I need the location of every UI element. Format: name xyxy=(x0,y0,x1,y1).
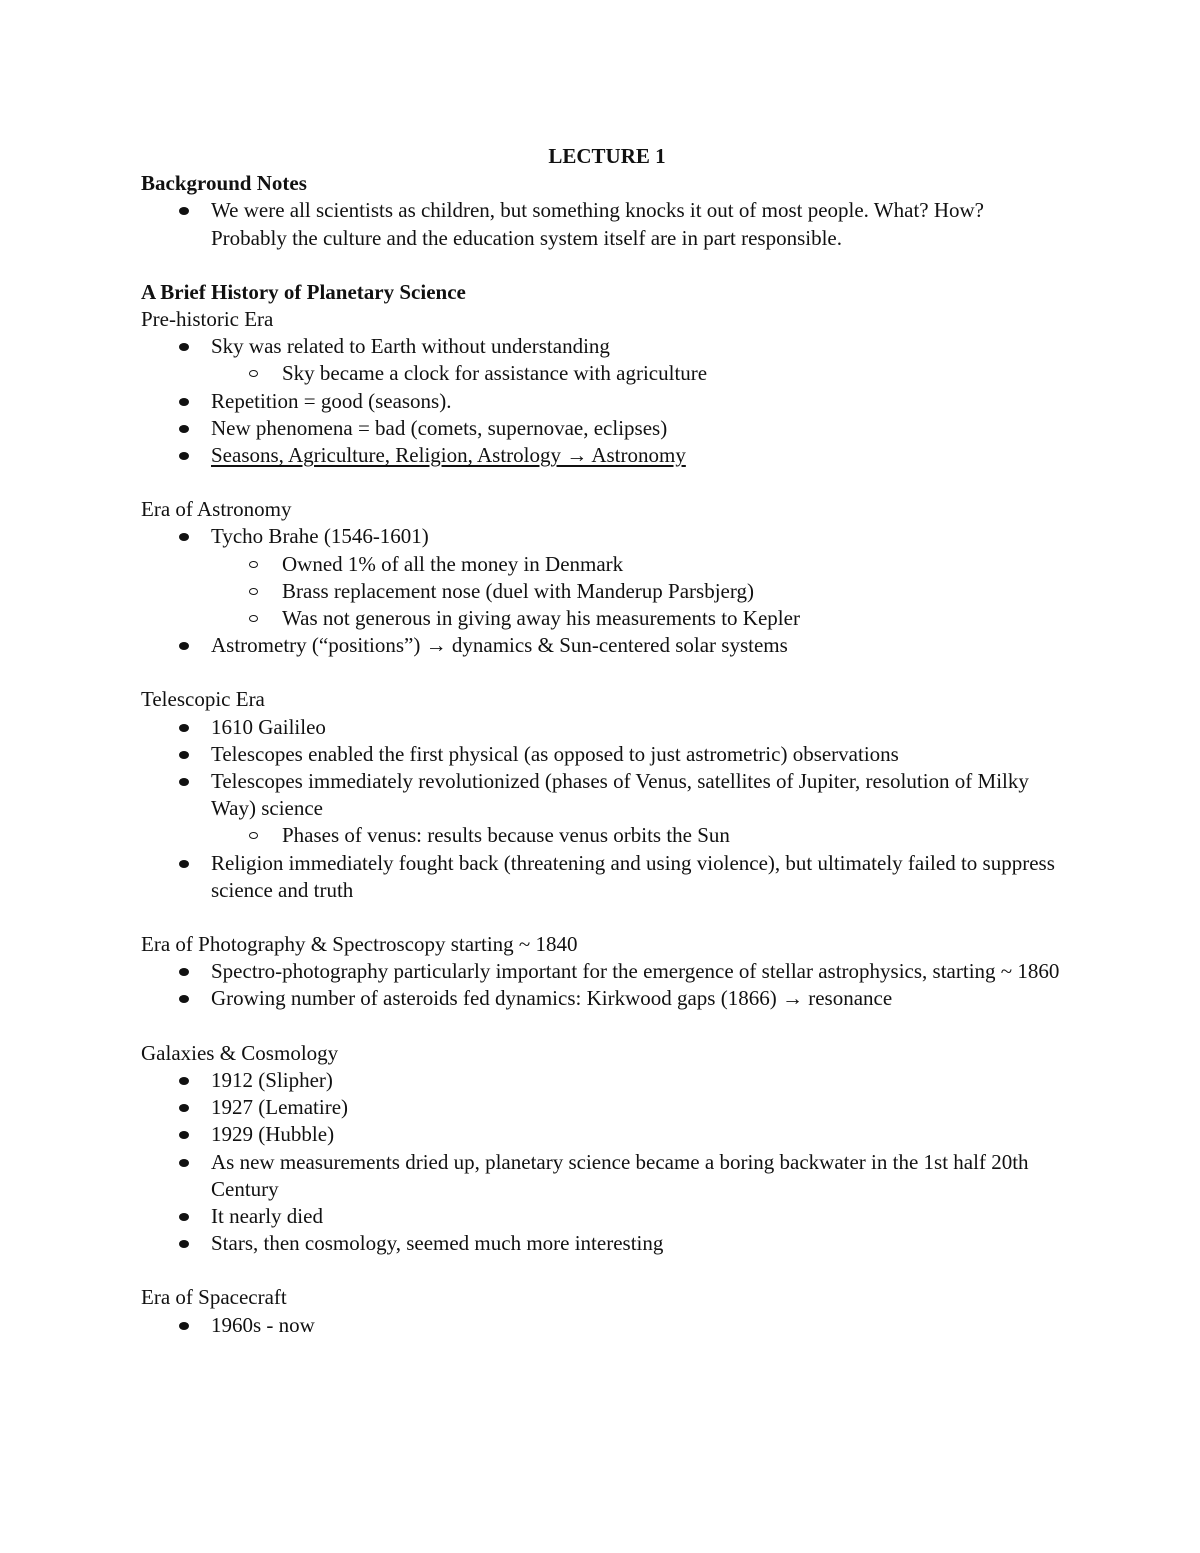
prehistoric-list xyxy=(141,333,1061,469)
list-item: Seasons, Agriculture, Religion, Astrology → Astronomy xyxy=(141,442,1061,469)
astronomy-heading: Era of Astronomy xyxy=(141,497,292,522)
sub-list-item: Was not generous in giving away his measurements to Kepler xyxy=(141,605,1061,632)
list-item: 1912 (Slipher) xyxy=(141,1067,1061,1094)
bullet-icon xyxy=(179,398,189,406)
galaxies-list xyxy=(141,1067,1061,1257)
sub-list-item: Phases of venus: results because venus orbits the Sun xyxy=(141,822,1061,849)
bullet-icon xyxy=(179,1240,189,1248)
circle-bullet-icon xyxy=(249,370,258,377)
list-item: Telescopes enabled the first physical (as opposed to just astrometric) observations xyxy=(141,741,1061,768)
bullet-icon xyxy=(179,343,189,351)
galaxies-heading: Galaxies & Cosmology xyxy=(141,1040,339,1065)
list-item: 1960s - now xyxy=(141,1312,1061,1339)
bullet-icon xyxy=(179,207,189,215)
list-item: New phenomena = bad (comets, supernovae, eclipses) xyxy=(141,415,1061,442)
circle-bullet-icon xyxy=(249,615,258,622)
circle-bullet-icon xyxy=(249,561,258,568)
spacecraft-heading: Era of Spacecraft xyxy=(141,1285,287,1310)
list-item: Religion immediately fought back (threatening and using violence), but ultimately failed to suppress science and truth xyxy=(141,850,1061,904)
bullet-icon xyxy=(179,1322,189,1330)
list-item: Telescopes immediately revolutionized (phases of Venus, satellites of Jupiter, resolution of Milky Way) science xyxy=(141,768,1061,822)
astronomy-list xyxy=(141,523,1061,659)
bullet-icon xyxy=(179,860,189,868)
list-item: Repetition = good (seasons). xyxy=(141,388,1061,415)
telescopic-heading: Telescopic Era xyxy=(141,687,265,712)
bullet-icon xyxy=(179,642,189,650)
bullet-icon xyxy=(179,1213,189,1221)
bullet-icon xyxy=(179,1131,189,1139)
circle-bullet-icon xyxy=(249,588,258,595)
circle-bullet-icon xyxy=(249,832,258,839)
list-item: Growing number of asteroids fed dynamics: Kirkwood gaps (1866) → resonance xyxy=(141,985,1061,1012)
sub-list-item: Owned 1% of all the money in Denmark xyxy=(141,551,1061,578)
bullet-icon xyxy=(179,425,189,433)
bullet-icon xyxy=(179,778,189,786)
list-item: Stars, then cosmology, seemed much more interesting xyxy=(141,1230,1061,1257)
list-item: Spectro-photography particularly important for the emergence of stellar astrophysics, starting ~ 1860 xyxy=(141,958,1061,985)
background-list xyxy=(141,197,1061,251)
list-item: 1927 (Lematire) xyxy=(141,1094,1061,1121)
telescopic-list xyxy=(141,714,1061,904)
list-item: We were all scientists as children, but something knocks it out of most people. What? How? Probably the culture and the education system itself are in part responsible. xyxy=(141,197,1061,251)
list-item: Astrometry (“positions”) → dynamics & Sun-centered solar systems xyxy=(141,632,1061,659)
list-item: 1929 (Hubble) xyxy=(141,1121,1061,1148)
bullet-icon xyxy=(179,1077,189,1085)
bullet-icon xyxy=(179,533,189,541)
list-item: As new measurements dried up, planetary science became a boring backwater in the 1st half 20th Century xyxy=(141,1149,1061,1203)
bullet-icon xyxy=(179,995,189,1003)
document-body xyxy=(141,143,1061,1339)
bullet-icon xyxy=(179,968,189,976)
page-title: LECTURE 1 xyxy=(548,144,666,168)
spacecraft-list xyxy=(141,1312,1061,1339)
history-heading: A Brief History of Planetary Science xyxy=(141,279,466,304)
background-heading: Background Notes xyxy=(141,171,307,196)
bullet-icon xyxy=(179,724,189,732)
list-item: Sky was related to Earth without understanding xyxy=(141,333,1061,360)
bullet-icon xyxy=(179,1159,189,1167)
photography-heading: Era of Photography & Spectroscopy starting ~ 1840 xyxy=(141,932,578,957)
prehistoric-heading: Pre-historic Era xyxy=(141,307,274,332)
bullet-icon xyxy=(179,452,189,460)
sub-list-item: Brass replacement nose (duel with Manderup Parsbjerg) xyxy=(141,578,1061,605)
list-item: It nearly died xyxy=(141,1203,1061,1230)
sub-list-item: Sky became a clock for assistance with agriculture xyxy=(141,360,1061,387)
list-item: 1610 Gailileo xyxy=(141,714,1061,741)
list-item: Tycho Brahe (1546-1601) xyxy=(141,523,1061,550)
bullet-icon xyxy=(179,751,189,759)
photography-list xyxy=(141,958,1061,1012)
bullet-icon xyxy=(179,1104,189,1112)
